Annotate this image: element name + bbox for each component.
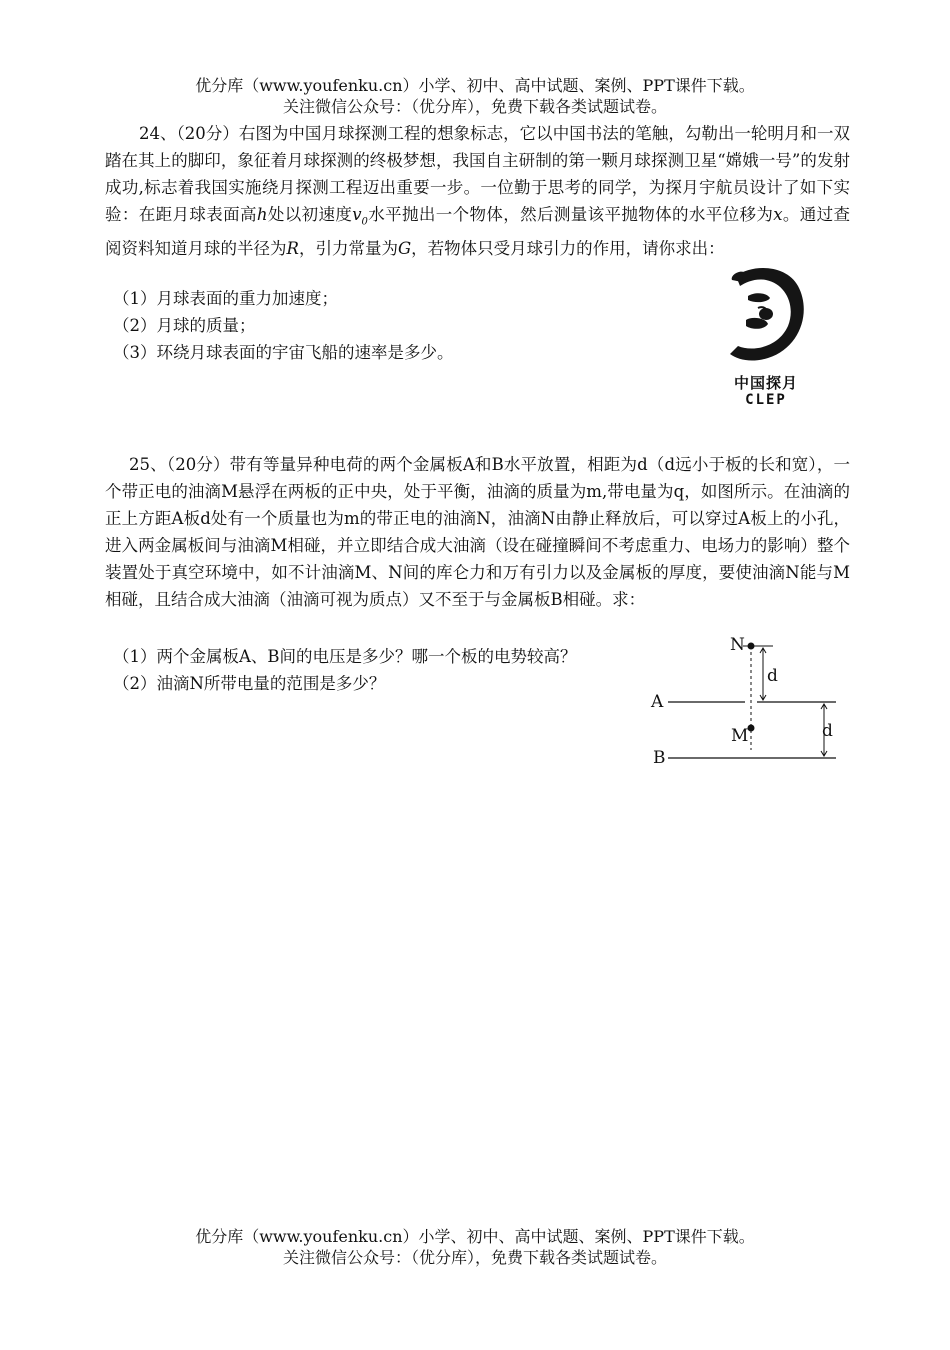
droplet-m bbox=[748, 725, 755, 732]
q24-sub2: （2）月球的质量； bbox=[113, 316, 256, 335]
label-n: N bbox=[730, 635, 745, 655]
page-footer bbox=[0, 1226, 950, 1268]
header-line-1: 优分库（www.youfenku.cn）小学、初中、高中试题、案例、PPT课件下载。 bbox=[195, 76, 755, 95]
page-header bbox=[0, 75, 950, 117]
footer-line-2: 关注微信公众号：（优分库），免费下载各类试题试卷。 bbox=[282, 1248, 667, 1267]
capacitor-diagram bbox=[640, 630, 850, 780]
q24-sub3: （3）环绕月球表面的宇宙飞船的速率是多少。 bbox=[113, 343, 454, 362]
clep-logo bbox=[722, 262, 810, 412]
q25-intro: 25、（20分）带有等量异种电荷的两个金属板A和B水平放置，相距为d（d远小于板的长和宽），一个带正电的油滴M悬浮在两板的正中央，处于平衡，油滴的质量为m,带电量为q，如图所示。在油滴的正上方距A板d处有一个质量也为m的带正电的油滴N，油滴N由静止释放后，可以穿过A板上的小孔，进入两金属板间与油滴M相碰，并立即结合成大油滴（设在碰撞瞬间不考虑重力、电场力的影响）整个装置处于真空环境中，如不计油滴M、N间的库仑力和万有引力以及金属板的厚度，要使油滴N能与M相碰，且结合成大油滴（油滴可视为质点）又不至于与金属板B相碰。求： bbox=[105, 455, 850, 609]
q25-sub1: （1）两个金属板A、B间的电压是多少？哪一个板的电势较高？ bbox=[113, 647, 577, 666]
label-d-lower: d bbox=[822, 721, 833, 741]
label-d-upper: d bbox=[767, 666, 778, 686]
var-R: R bbox=[286, 239, 299, 259]
var-x: x bbox=[773, 205, 783, 224]
footer-line-1: 优分库（www.youfenku.cn）小学、初中、高中试题、案例、PPT课件下载。 bbox=[195, 1227, 755, 1246]
q24-sub1: （1）月球表面的重力加速度； bbox=[113, 289, 338, 308]
var-G: G bbox=[397, 239, 412, 259]
header-line-2: 关注微信公众号：（优分库），免费下载各类试题试卷。 bbox=[282, 97, 667, 116]
var-h: h bbox=[256, 205, 268, 224]
q24-intro: 24、（20分）右图为中国月球探测工程的想象标志，它以中国书法的笔触，勾勒出一轮明月和一双踏在其上的脚印，象征着月球探测的终极梦想，我国自主研制的第一颗月球探测卫星“嫦娥一号”的发射成功,标志着我国实施绕月探测工程迈出重要一步。一位勤于思考的同学，为探月宇航员设计了如下实验：在距月球表面高h处以初速度$v_0$水平抛出一个物体，然后测量该平抛物体的水平位移为x。通过查阅资料知道月球的半径为R，引力常量为G，若物体只受月球引力的作用，请你求出： bbox=[105, 124, 851, 259]
logo-cn-text: 中国探月 bbox=[733, 374, 798, 392]
logo-en-text: CLEP bbox=[745, 392, 787, 408]
q25-sub2: （2）油滴N所带电量的范围是多少？ bbox=[113, 674, 386, 693]
label-b: B bbox=[653, 748, 666, 768]
clep-moon-logo-icon bbox=[722, 262, 810, 372]
label-a: A bbox=[651, 692, 664, 712]
label-m: M bbox=[731, 726, 749, 746]
var-v0: $v_0$ bbox=[352, 205, 368, 228]
